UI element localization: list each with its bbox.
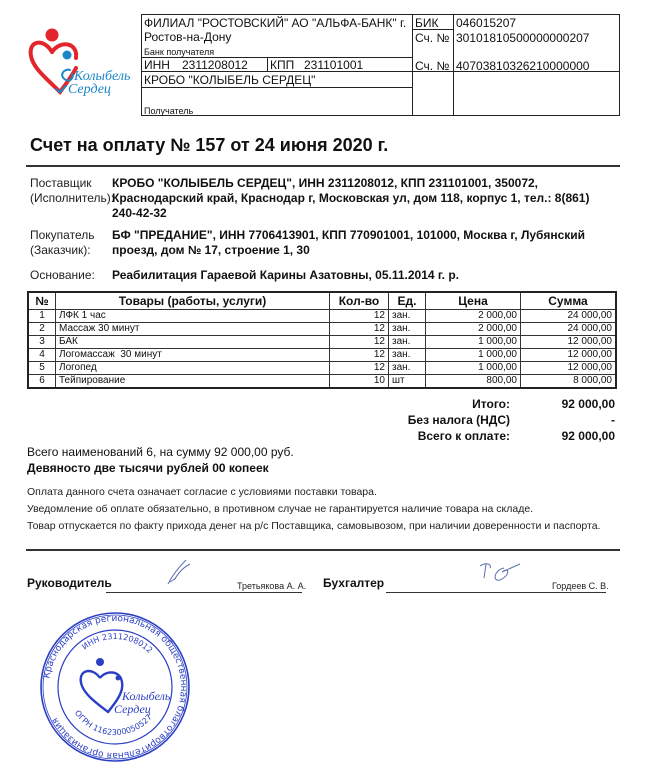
buyer-value: БФ "ПРЕДАНИЕ", ИНН 7706413901, КПП 770901001, 101000, Москва г, Лубянский проезд, дом № 17, строение 1, 30 — [112, 228, 585, 257]
supplier-label — [30, 176, 115, 206]
items-table — [27, 291, 617, 389]
vat-label: Без налога (НДС) — [407, 413, 510, 427]
cell-num: 6 — [28, 375, 56, 389]
table-row — [28, 336, 616, 349]
cell-price: 2 000,00 — [426, 310, 521, 323]
cell-qty: 12 — [330, 310, 389, 323]
director-signature-line — [106, 592, 302, 593]
account-value: 40703810326210000000 — [456, 59, 590, 73]
stamp-ogrn-text: ОГРН 1162300050527 — [72, 708, 154, 738]
cell-sum: 12 000,00 — [521, 336, 617, 349]
logo-text-line2: Сердец — [68, 82, 111, 97]
invoice-title: Счет на оплату № 157 от 24 июня 2020 г. — [30, 135, 389, 155]
recipient-name: КРОБО "КОЛЫБЕЛЬ СЕРДЕЦ" — [144, 73, 316, 87]
accountant-signature-icon — [476, 558, 526, 588]
table-row — [28, 362, 616, 375]
amount-in-words: Девяносто две тысячи рублей 00 копеек — [27, 461, 269, 475]
corr-account-label: Сч. № — [415, 31, 450, 45]
cell-num: 4 — [28, 349, 56, 362]
logo-text-line1: Колыбель — [74, 69, 131, 84]
cell-name: ЛФК 1 час — [56, 310, 330, 323]
note-item: Оплата данного счета означает согласие с условиями поставки товара. — [27, 486, 377, 498]
cell-unit: зан. — [389, 323, 426, 336]
basis-label: Основание: — [30, 268, 95, 282]
table-row — [28, 310, 616, 323]
cell-sum: 12 000,00 — [521, 349, 617, 362]
table-row — [28, 323, 616, 336]
cell-unit: зан. — [389, 310, 426, 323]
organization-stamp — [30, 612, 200, 762]
supplier-label-line2: (Исполнитель): — [30, 191, 115, 205]
cell-num: 1 — [28, 310, 56, 323]
kpp-label: КПП — [270, 58, 295, 72]
grand-total-label: Всего к оплате: — [417, 429, 510, 443]
cell-name: Логомассаж 30 минут — [56, 349, 330, 362]
cell-sum: 24 000,00 — [521, 323, 617, 336]
accountant-name: Гордеев С. В. — [552, 581, 609, 591]
basis-value: Реабилитация Гараевой Карины Азатовны, 05.11.2014 г. р. — [112, 268, 460, 282]
header-qty: Кол-во — [330, 292, 389, 310]
bank-caption: Банк получателя — [144, 47, 215, 57]
director-label: Руководитель — [27, 576, 112, 590]
cell-num: 2 — [28, 323, 56, 336]
cell-price: 1 000,00 — [426, 336, 521, 349]
organization-logo — [22, 22, 140, 102]
header-sum: Сумма — [521, 292, 617, 310]
header-num: № — [28, 292, 56, 310]
note-item: Уведомление об оплате обязательно, в противном случае не гарантируется наличие товара на складе. — [27, 503, 534, 515]
inn-label: ИНН — [144, 58, 170, 72]
cell-qty: 12 — [330, 323, 389, 336]
total-value: 92 000,00 — [561, 397, 615, 411]
stamp-center-line1: Колыбель — [122, 689, 171, 703]
inn-value: 2311208012 — [182, 58, 248, 72]
accountant-label: Бухгалтер — [323, 576, 385, 590]
items-count-summary: Всего наименований 6, на сумму 92 000,00 руб. — [27, 445, 294, 459]
bank-name-line2: Ростов-на-Дону — [144, 30, 232, 44]
bank-details-box — [141, 14, 620, 116]
supplier-value: КРОБО "КОЛЫБЕЛЬ СЕРДЕЦ", ИНН 2311208012, КПП 231101001, 350072, Краснодарский край, Краснодар г, Московская ул, дом 118, корпус 1, тел.: 8(861) 240-42-32 — [112, 176, 590, 220]
cell-name: Логопед — [56, 362, 330, 375]
cell-name: Тейпирование — [56, 375, 330, 389]
vat-value: - — [611, 413, 615, 427]
payment-notes — [27, 485, 607, 534]
cell-unit: зан. — [389, 336, 426, 349]
header-unit: Ед. — [389, 292, 426, 310]
buyer-label — [30, 228, 112, 258]
stamp-outer-text: Краснодарская региональная общественная благотворительная организация — [42, 613, 189, 761]
cell-price: 1 000,00 — [426, 362, 521, 375]
cell-unit: шт — [389, 375, 426, 389]
cell-price: 2 000,00 — [426, 323, 521, 336]
cell-qty: 10 — [330, 375, 389, 389]
stamp-seal-icon — [30, 612, 200, 762]
cell-qty: 12 — [330, 336, 389, 349]
cell-num: 5 — [28, 362, 56, 375]
buyer-label-line2: (Заказчик): — [30, 243, 91, 257]
footer-divider — [26, 549, 620, 551]
cell-qty: 12 — [330, 349, 389, 362]
accountant-signature-line — [386, 592, 606, 593]
corr-account-value: 30101810500000000207 — [456, 31, 590, 45]
items-table-header — [28, 292, 616, 310]
header-name: Товары (работы, услуги) — [56, 292, 330, 310]
director-signature-icon — [160, 556, 200, 588]
cell-name: Массаж 30 минут — [56, 323, 330, 336]
cell-price: 800,00 — [426, 375, 521, 389]
table-row — [28, 375, 616, 389]
cell-unit: зан. — [389, 349, 426, 362]
cell-sum: 8 000,00 — [521, 375, 617, 389]
stamp-center-line2: Сердец — [114, 702, 151, 716]
stamp-inn-text: ИНН 2311208012 — [80, 631, 155, 655]
cell-unit: зан. — [389, 362, 426, 375]
grand-total-value: 92 000,00 — [561, 429, 615, 443]
supplier-label-line1: Поставщик — [30, 176, 92, 190]
bik-value: 046015207 — [456, 16, 517, 30]
kpp-value: 231101001 — [304, 58, 364, 72]
cell-name: БАК — [56, 336, 330, 349]
cell-price: 1 000,00 — [426, 349, 521, 362]
recipient-caption: Получатель — [144, 106, 194, 116]
cell-num: 3 — [28, 336, 56, 349]
cell-sum: 12 000,00 — [521, 362, 617, 375]
cell-sum: 24 000,00 — [521, 310, 617, 323]
account-label: Сч. № — [415, 59, 450, 73]
note-item: Товар отпускается по факту прихода денег на р/с Поставщика, самовывозом, при наличии доверенности и паспорта. — [27, 520, 601, 532]
buyer-label-line1: Покупатель — [30, 228, 95, 242]
cell-qty: 12 — [330, 362, 389, 375]
director-name: Третьякова А. А. — [237, 581, 307, 591]
title-divider — [26, 165, 620, 167]
table-row — [28, 349, 616, 362]
bank-name-line1: ФИЛИАЛ "РОСТОВСКИЙ" АО "АЛЬФА-БАНК" г. — [144, 16, 407, 30]
bik-label: БИК — [415, 16, 439, 30]
total-label: Итого: — [472, 397, 510, 411]
header-price: Цена — [426, 292, 521, 310]
